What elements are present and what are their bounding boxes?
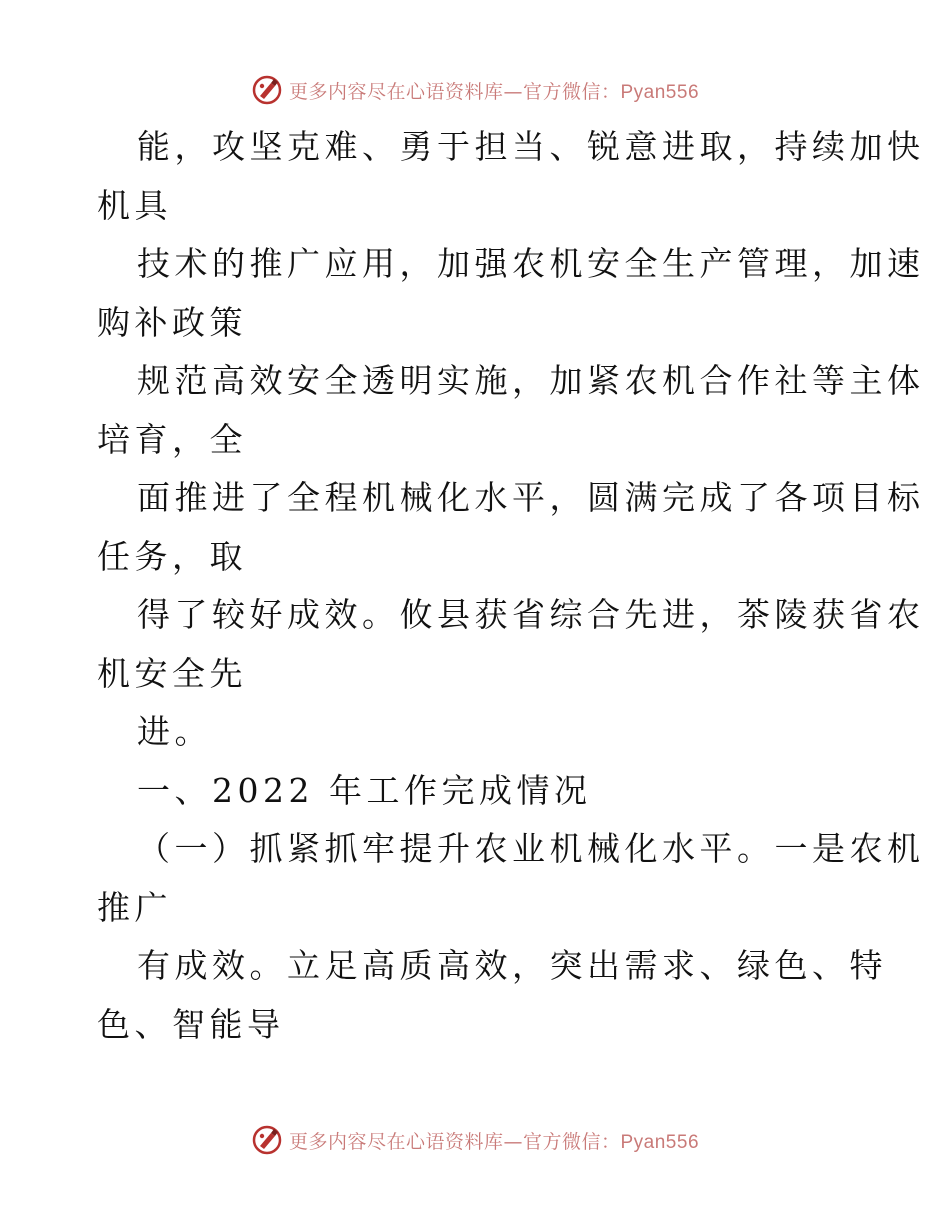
body-line: 推广 xyxy=(97,887,172,927)
header-watermark-id: Pyan556 xyxy=(620,81,700,103)
body-line: 规范高效安全透明实施，加紧农机合作社等主体 xyxy=(137,361,925,400)
brand-logo-icon xyxy=(251,1124,283,1156)
body-line: 有成效。立足高质高效，突出需求、绿色、特 xyxy=(137,946,887,985)
brand-logo-icon xyxy=(251,74,283,106)
footer-watermark xyxy=(0,1120,950,1160)
header-watermark xyxy=(0,70,950,110)
footer-watermark-text: 更多内容尽在心语资料库—官方微信： xyxy=(288,1130,621,1153)
footer-watermark-id: Pyan556 xyxy=(620,1131,700,1153)
body-line: 购补政策 xyxy=(97,302,247,342)
document-body xyxy=(97,118,925,1054)
body-line: 色、智能导 xyxy=(97,1004,285,1044)
header-watermark-text: 更多内容尽在心语资料库—官方微信： xyxy=(288,80,621,103)
body-line: 面推进了全程机械化水平，圆满完成了各项目标 xyxy=(137,478,925,517)
body-line: 得了较好成效。攸县获省综合先进，茶陵获省农 xyxy=(137,595,925,634)
body-line: 培育，全 xyxy=(97,419,247,459)
body-line: 技术的推广应用，加强农机安全生产管理，加速 xyxy=(137,244,925,283)
body-line: 进。 xyxy=(137,712,212,751)
body-line: 机具 xyxy=(97,185,172,225)
body-line: （一）抓紧抓牢提升农业机械化水平。一是农机 xyxy=(137,829,925,868)
section-heading: 一、2022 年工作完成情况 xyxy=(137,770,592,810)
body-line: 任务，取 xyxy=(97,536,247,576)
body-line: 能，攻坚克难、勇于担当、锐意进取，持续加快 xyxy=(137,127,925,166)
body-line: 机安全先 xyxy=(97,653,247,693)
